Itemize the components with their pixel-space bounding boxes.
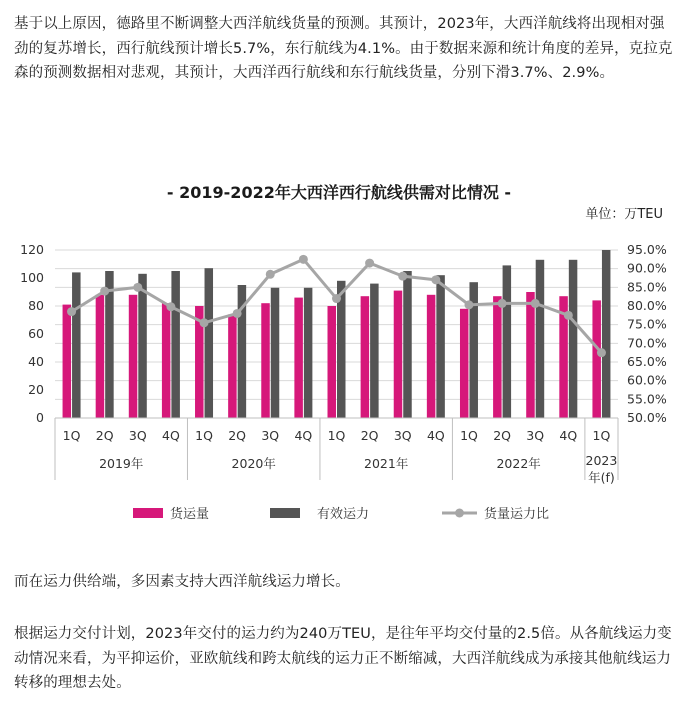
bar-cargo [427, 295, 436, 418]
left-axis-ticks [20, 242, 44, 425]
bar-cargo [394, 291, 403, 418]
ratio-marker [166, 302, 175, 311]
right-tick-label: 65.0% [627, 354, 667, 369]
category-label: 4Q [426, 428, 445, 443]
unit-label: 单位：万TEU [585, 207, 663, 222]
ratio-marker [431, 275, 440, 284]
legend-swatch-cargo [133, 508, 163, 518]
bar-cargo [294, 298, 303, 418]
right-tick-label: 95.0% [627, 242, 667, 257]
ratio-marker [365, 259, 374, 268]
left-tick-label: 80 [28, 298, 44, 313]
legend-label-capacity: 有效运力 [317, 507, 370, 522]
bar-capacity [370, 284, 379, 418]
ratio-marker [464, 300, 473, 309]
ratio-marker [398, 272, 407, 281]
bar-capacity [271, 288, 280, 418]
legend-swatch-ratio-marker [455, 509, 464, 518]
ratio-marker [233, 309, 242, 318]
category-label: 4Q [294, 428, 313, 443]
category-label: 2Q [493, 428, 511, 443]
bar-capacity [436, 275, 445, 418]
bar-cargo [228, 314, 237, 418]
ratio-marker [200, 318, 209, 327]
category-label: 1Q [460, 428, 478, 443]
left-tick-label: 20 [28, 382, 44, 397]
left-tick-label: 100 [20, 270, 44, 285]
category-label: 2Q [360, 428, 379, 443]
bar-cargo [526, 292, 535, 418]
bar-cargo [328, 306, 337, 418]
legend [133, 506, 549, 522]
x-axis [55, 418, 618, 485]
bars [63, 250, 611, 418]
intro-paragraph: 基于以上原因，德路里不断调整大西洋航线货量的预测。其预计，2023年，大西洋航线将出现相对强劲的复苏增长，西行航线预计增长5.7%，东行航线为4.1%。由于数据来源和统计角度的差异，克拉克森的预测数据相对悲观，其预计，大西洋西行航线和东行航线货量，分别下滑3.7%、2.9%。 [14, 16, 673, 81]
group-label-suffix: 年(f) [588, 470, 615, 485]
category-label: 3Q [393, 428, 412, 443]
group-label: 2020年 [231, 456, 276, 471]
category-label: 2Q [95, 428, 114, 443]
ratio-marker [67, 307, 76, 316]
ratio-marker [266, 270, 275, 279]
legend-swatch-capacity [270, 508, 300, 518]
bar-capacity [205, 268, 214, 418]
right-tick-label: 70.0% [627, 335, 667, 351]
right-tick-label: 55.0% [627, 391, 667, 407]
right-tick-label: 85.0% [627, 279, 667, 295]
supply-demand-chart [0, 168, 689, 538]
bar-capacity [403, 271, 412, 418]
left-tick-label: 60 [28, 326, 44, 341]
bar-capacity [304, 288, 313, 418]
bar-capacity [138, 274, 147, 418]
bar-capacity [72, 272, 81, 418]
bar-capacity [171, 271, 180, 418]
bar-cargo [63, 305, 72, 418]
bar-capacity [536, 260, 545, 418]
category-label: 4Q [559, 428, 578, 443]
bar-cargo [361, 296, 370, 418]
legend-label-ratio: 货量运力比 [484, 507, 550, 522]
bar-cargo [129, 295, 138, 418]
category-label: 1Q [195, 428, 213, 443]
ratio-marker [332, 294, 341, 303]
ratio-marker [597, 348, 606, 357]
group-label: 2019年 [99, 456, 144, 471]
right-tick-label: 80.0% [627, 298, 667, 313]
right-tick-label: 90.0% [627, 260, 667, 276]
delivery-paragraph: 根据运力交付计划，2023年交付的运力约为240万TEU，是往年平均交付量的2.5倍。从各航线运力变动情况来看，为平抑运价，亚欧航线和跨太航线的运力正不断缩减，大西洋航线成为承接其他航线运力转移的理想去处。 [14, 626, 672, 691]
category-label: 4Q [162, 428, 180, 443]
left-tick-label: 0 [36, 410, 44, 425]
group-label: 2023 [585, 453, 618, 468]
bar-capacity [602, 250, 611, 418]
ratio-marker [133, 283, 142, 292]
right-tick-label: 50.0% [627, 410, 667, 425]
ratio-marker [564, 311, 573, 320]
category-label: 2Q [228, 428, 247, 443]
right-axis-ticks [627, 242, 667, 425]
category-label: 1Q [327, 428, 346, 443]
supply-paragraph: 而在运力供给端，多因素支持大西洋航线运力增长。 [14, 574, 350, 590]
category-label: 3Q [128, 428, 147, 443]
ratio-marker [100, 287, 109, 296]
category-label: 3Q [261, 428, 280, 443]
category-label: 1Q [592, 428, 611, 443]
ratio-marker [498, 299, 507, 308]
ratio-marker [299, 255, 308, 264]
bar-cargo [96, 295, 105, 418]
right-tick-label: 75.0% [627, 316, 667, 332]
bar-cargo [460, 309, 469, 418]
bar-cargo [493, 296, 502, 418]
right-tick-label: 60.0% [627, 372, 667, 388]
category-label: 1Q [62, 428, 81, 443]
legend-label-cargo: 货运量 [170, 507, 210, 522]
ratio-marker [531, 299, 540, 308]
category-label: 3Q [526, 428, 545, 443]
bar-cargo [592, 300, 601, 418]
left-tick-label: 40 [28, 354, 44, 369]
bar-cargo [162, 303, 171, 418]
bar-cargo [261, 303, 270, 418]
bar-capacity [503, 265, 512, 418]
bar-capacity [569, 260, 578, 418]
group-label: 2021年 [364, 456, 409, 471]
group-label: 2022年 [496, 456, 541, 471]
left-tick-label: 120 [20, 242, 44, 257]
chart-title: - 2019-2022年大西洋西行航线供需对比情况 - [166, 183, 512, 202]
